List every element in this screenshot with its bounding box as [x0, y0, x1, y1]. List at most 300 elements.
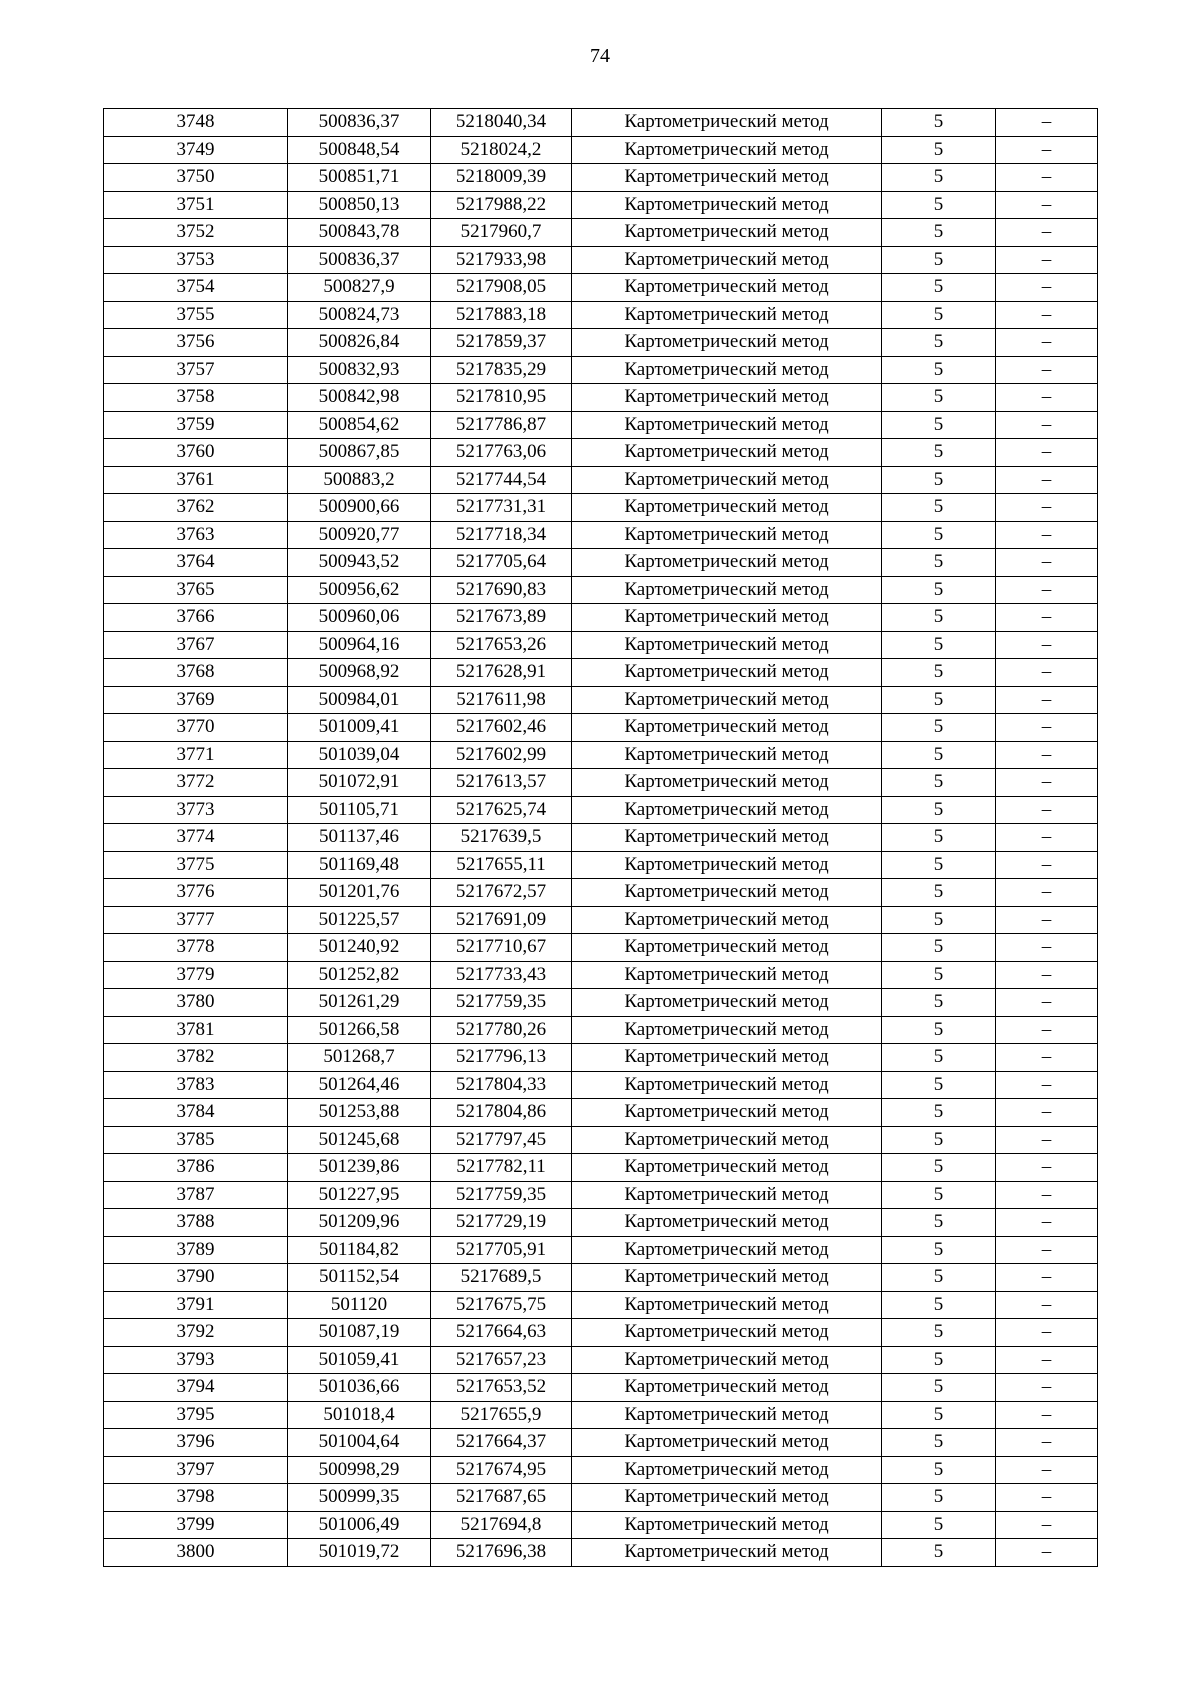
- y-coordinate-cell: 5217664,37: [431, 1429, 572, 1457]
- description-cell: –: [996, 1346, 1098, 1374]
- y-coordinate-cell: 5217759,35: [431, 1181, 572, 1209]
- y-coordinate-cell: 5217694,8: [431, 1511, 572, 1539]
- description-cell: –: [996, 631, 1098, 659]
- x-coordinate-cell: 500867,85: [288, 439, 431, 467]
- accuracy-cell: 5: [882, 1511, 996, 1539]
- description-cell: –: [996, 1044, 1098, 1072]
- description-cell: –: [996, 906, 1098, 934]
- point-number-cell: 3757: [104, 356, 288, 384]
- method-cell: Картометрический метод: [572, 136, 882, 164]
- method-cell: Картометрический метод: [572, 494, 882, 522]
- x-coordinate-cell: 501059,41: [288, 1346, 431, 1374]
- y-coordinate-cell: 5217796,13: [431, 1044, 572, 1072]
- table-row: [104, 1264, 1098, 1292]
- table-row: [104, 1236, 1098, 1264]
- x-coordinate-cell: 500851,71: [288, 164, 431, 192]
- point-number-cell: 3764: [104, 549, 288, 577]
- point-number-cell: 3765: [104, 576, 288, 604]
- x-coordinate-cell: 500832,93: [288, 356, 431, 384]
- x-coordinate-cell: 501120: [288, 1291, 431, 1319]
- description-cell: –: [996, 1429, 1098, 1457]
- y-coordinate-cell: 5218040,34: [431, 109, 572, 137]
- x-coordinate-cell: 500824,73: [288, 301, 431, 329]
- accuracy-cell: 5: [882, 549, 996, 577]
- accuracy-cell: 5: [882, 191, 996, 219]
- description-cell: –: [996, 1511, 1098, 1539]
- y-coordinate-cell: 5217664,63: [431, 1319, 572, 1347]
- x-coordinate-cell: 501245,68: [288, 1126, 431, 1154]
- x-coordinate-cell: 500956,62: [288, 576, 431, 604]
- y-coordinate-cell: 5217835,29: [431, 356, 572, 384]
- description-cell: –: [996, 109, 1098, 137]
- accuracy-cell: 5: [882, 466, 996, 494]
- method-cell: Картометрический метод: [572, 1044, 882, 1072]
- method-cell: Картометрический метод: [572, 1264, 882, 1292]
- y-coordinate-cell: 5217602,46: [431, 714, 572, 742]
- description-cell: –: [996, 989, 1098, 1017]
- y-coordinate-cell: 5217611,98: [431, 686, 572, 714]
- method-cell: Картометрический метод: [572, 1429, 882, 1457]
- table-row: [104, 274, 1098, 302]
- method-cell: Картометрический метод: [572, 1181, 882, 1209]
- point-number-cell: 3792: [104, 1319, 288, 1347]
- y-coordinate-cell: 5217653,26: [431, 631, 572, 659]
- accuracy-cell: 5: [882, 1071, 996, 1099]
- table-row: [104, 741, 1098, 769]
- method-cell: Картометрический метод: [572, 769, 882, 797]
- y-coordinate-cell: 5218009,39: [431, 164, 572, 192]
- point-number-cell: 3755: [104, 301, 288, 329]
- point-number-cell: 3781: [104, 1016, 288, 1044]
- method-cell: Картометрический метод: [572, 934, 882, 962]
- y-coordinate-cell: 5217759,35: [431, 989, 572, 1017]
- method-cell: Картометрический метод: [572, 796, 882, 824]
- point-number-cell: 3788: [104, 1209, 288, 1237]
- table-row: [104, 329, 1098, 357]
- accuracy-cell: 5: [882, 824, 996, 852]
- y-coordinate-cell: 5217960,7: [431, 219, 572, 247]
- method-cell: Картометрический метод: [572, 879, 882, 907]
- y-coordinate-cell: 5217782,11: [431, 1154, 572, 1182]
- y-coordinate-cell: 5217613,57: [431, 769, 572, 797]
- table-row: [104, 1126, 1098, 1154]
- accuracy-cell: 5: [882, 1209, 996, 1237]
- x-coordinate-cell: 501019,72: [288, 1539, 431, 1567]
- description-cell: –: [996, 796, 1098, 824]
- point-number-cell: 3761: [104, 466, 288, 494]
- table-row: [104, 1346, 1098, 1374]
- table-row: [104, 714, 1098, 742]
- accuracy-cell: 5: [882, 521, 996, 549]
- table-row: [104, 1484, 1098, 1512]
- y-coordinate-cell: 5217988,22: [431, 191, 572, 219]
- description-cell: –: [996, 439, 1098, 467]
- description-cell: –: [996, 714, 1098, 742]
- y-coordinate-cell: 5217705,91: [431, 1236, 572, 1264]
- accuracy-cell: 5: [882, 879, 996, 907]
- description-cell: –: [996, 1484, 1098, 1512]
- y-coordinate-cell: 5217655,11: [431, 851, 572, 879]
- description-cell: –: [996, 219, 1098, 247]
- point-number-cell: 3775: [104, 851, 288, 879]
- method-cell: Картометрический метод: [572, 851, 882, 879]
- accuracy-cell: 5: [882, 1319, 996, 1347]
- x-coordinate-cell: 501169,48: [288, 851, 431, 879]
- description-cell: –: [996, 659, 1098, 687]
- y-coordinate-cell: 5217673,89: [431, 604, 572, 632]
- x-coordinate-cell: 500900,66: [288, 494, 431, 522]
- description-cell: –: [996, 246, 1098, 274]
- table-row: [104, 1154, 1098, 1182]
- table-row: [104, 1071, 1098, 1099]
- y-coordinate-cell: 5217689,5: [431, 1264, 572, 1292]
- accuracy-cell: 5: [882, 356, 996, 384]
- table-row: [104, 1319, 1098, 1347]
- table-row: [104, 439, 1098, 467]
- method-cell: Картометрический метод: [572, 1126, 882, 1154]
- description-cell: –: [996, 466, 1098, 494]
- x-coordinate-cell: 500943,52: [288, 549, 431, 577]
- description-cell: –: [996, 329, 1098, 357]
- table-row: [104, 164, 1098, 192]
- y-coordinate-cell: 5217674,95: [431, 1456, 572, 1484]
- accuracy-cell: 5: [882, 934, 996, 962]
- x-coordinate-cell: 501264,46: [288, 1071, 431, 1099]
- x-coordinate-cell: 500836,37: [288, 246, 431, 274]
- method-cell: Картометрический метод: [572, 1511, 882, 1539]
- description-cell: –: [996, 851, 1098, 879]
- description-cell: –: [996, 356, 1098, 384]
- point-number-cell: 3777: [104, 906, 288, 934]
- method-cell: Картометрический метод: [572, 1209, 882, 1237]
- point-number-cell: 3760: [104, 439, 288, 467]
- description-cell: –: [996, 1291, 1098, 1319]
- point-number-cell: 3752: [104, 219, 288, 247]
- table-row: [104, 1456, 1098, 1484]
- x-coordinate-cell: 500848,54: [288, 136, 431, 164]
- table-row: [104, 879, 1098, 907]
- description-cell: –: [996, 494, 1098, 522]
- point-number-cell: 3750: [104, 164, 288, 192]
- table-row: [104, 384, 1098, 412]
- x-coordinate-cell: 500883,2: [288, 466, 431, 494]
- accuracy-cell: 5: [882, 1401, 996, 1429]
- description-cell: –: [996, 1401, 1098, 1429]
- table-row: [104, 604, 1098, 632]
- description-cell: –: [996, 741, 1098, 769]
- y-coordinate-cell: 5217625,74: [431, 796, 572, 824]
- table-row: [104, 631, 1098, 659]
- y-coordinate-cell: 5217780,26: [431, 1016, 572, 1044]
- point-number-cell: 3799: [104, 1511, 288, 1539]
- x-coordinate-cell: 501137,46: [288, 824, 431, 852]
- table-row: [104, 301, 1098, 329]
- x-coordinate-cell: 501184,82: [288, 1236, 431, 1264]
- table-body: [104, 109, 1098, 1567]
- accuracy-cell: 5: [882, 219, 996, 247]
- table-row: [104, 1401, 1098, 1429]
- method-cell: Картометрический метод: [572, 329, 882, 357]
- description-cell: –: [996, 191, 1098, 219]
- description-cell: –: [996, 576, 1098, 604]
- method-cell: Картометрический метод: [572, 521, 882, 549]
- method-cell: Картометрический метод: [572, 1016, 882, 1044]
- method-cell: Картометрический метод: [572, 164, 882, 192]
- description-cell: –: [996, 411, 1098, 439]
- description-cell: –: [996, 1236, 1098, 1264]
- table-row: [104, 1099, 1098, 1127]
- page-number: 74: [590, 45, 610, 67]
- accuracy-cell: 5: [882, 1099, 996, 1127]
- x-coordinate-cell: 501006,49: [288, 1511, 431, 1539]
- y-coordinate-cell: 5217933,98: [431, 246, 572, 274]
- x-coordinate-cell: 500850,13: [288, 191, 431, 219]
- point-number-cell: 3759: [104, 411, 288, 439]
- table-row: [104, 686, 1098, 714]
- description-cell: –: [996, 1374, 1098, 1402]
- method-cell: Картометрический метод: [572, 1401, 882, 1429]
- y-coordinate-cell: 5217883,18: [431, 301, 572, 329]
- method-cell: Картометрический метод: [572, 191, 882, 219]
- accuracy-cell: 5: [882, 1539, 996, 1567]
- accuracy-cell: 5: [882, 1236, 996, 1264]
- table-row: [104, 1539, 1098, 1567]
- point-number-cell: 3800: [104, 1539, 288, 1567]
- x-coordinate-cell: 500968,92: [288, 659, 431, 687]
- y-coordinate-cell: 5217675,75: [431, 1291, 572, 1319]
- description-cell: –: [996, 301, 1098, 329]
- accuracy-cell: 5: [882, 851, 996, 879]
- x-coordinate-cell: 500827,9: [288, 274, 431, 302]
- point-number-cell: 3797: [104, 1456, 288, 1484]
- y-coordinate-cell: 5217810,95: [431, 384, 572, 412]
- table-row: [104, 191, 1098, 219]
- method-cell: Картометрический метод: [572, 686, 882, 714]
- description-cell: –: [996, 1539, 1098, 1567]
- table-row: [104, 659, 1098, 687]
- table-row: [104, 466, 1098, 494]
- accuracy-cell: 5: [882, 961, 996, 989]
- accuracy-cell: 5: [882, 659, 996, 687]
- description-cell: –: [996, 549, 1098, 577]
- y-coordinate-cell: 5217804,86: [431, 1099, 572, 1127]
- description-cell: –: [996, 604, 1098, 632]
- description-cell: –: [996, 961, 1098, 989]
- y-coordinate-cell: 5217731,31: [431, 494, 572, 522]
- accuracy-cell: 5: [882, 164, 996, 192]
- y-coordinate-cell: 5217733,43: [431, 961, 572, 989]
- point-number-cell: 3758: [104, 384, 288, 412]
- description-cell: –: [996, 1016, 1098, 1044]
- x-coordinate-cell: 500999,35: [288, 1484, 431, 1512]
- y-coordinate-cell: 5217628,91: [431, 659, 572, 687]
- y-coordinate-cell: 5217804,33: [431, 1071, 572, 1099]
- table-row: [104, 1511, 1098, 1539]
- x-coordinate-cell: 500960,06: [288, 604, 431, 632]
- point-number-cell: 3778: [104, 934, 288, 962]
- description-cell: –: [996, 934, 1098, 962]
- x-coordinate-cell: 501240,92: [288, 934, 431, 962]
- point-number-cell: 3762: [104, 494, 288, 522]
- point-number-cell: 3767: [104, 631, 288, 659]
- y-coordinate-cell: 5217710,67: [431, 934, 572, 962]
- description-cell: –: [996, 384, 1098, 412]
- method-cell: Картометрический метод: [572, 1374, 882, 1402]
- table-row: [104, 521, 1098, 549]
- method-cell: Картометрический метод: [572, 604, 882, 632]
- point-number-cell: 3779: [104, 961, 288, 989]
- description-cell: –: [996, 1456, 1098, 1484]
- table-row: [104, 1016, 1098, 1044]
- accuracy-cell: 5: [882, 384, 996, 412]
- accuracy-cell: 5: [882, 714, 996, 742]
- accuracy-cell: 5: [882, 1429, 996, 1457]
- table-row: [104, 1181, 1098, 1209]
- y-coordinate-cell: 5217687,65: [431, 1484, 572, 1512]
- description-cell: –: [996, 686, 1098, 714]
- x-coordinate-cell: 501036,66: [288, 1374, 431, 1402]
- accuracy-cell: 5: [882, 796, 996, 824]
- method-cell: Картометрический метод: [572, 384, 882, 412]
- point-number-cell: 3794: [104, 1374, 288, 1402]
- method-cell: Картометрический метод: [572, 219, 882, 247]
- table-row: [104, 246, 1098, 274]
- accuracy-cell: 5: [882, 494, 996, 522]
- method-cell: Картометрический метод: [572, 961, 882, 989]
- x-coordinate-cell: 501261,29: [288, 989, 431, 1017]
- x-coordinate-cell: 501201,76: [288, 879, 431, 907]
- description-cell: –: [996, 164, 1098, 192]
- table-row: [104, 769, 1098, 797]
- y-coordinate-cell: 5217639,5: [431, 824, 572, 852]
- accuracy-cell: 5: [882, 109, 996, 137]
- y-coordinate-cell: 5217744,54: [431, 466, 572, 494]
- point-number-cell: 3776: [104, 879, 288, 907]
- point-number-cell: 3773: [104, 796, 288, 824]
- point-number-cell: 3769: [104, 686, 288, 714]
- table-row: [104, 356, 1098, 384]
- y-coordinate-cell: 5217602,99: [431, 741, 572, 769]
- table-row: [104, 549, 1098, 577]
- accuracy-cell: 5: [882, 604, 996, 632]
- method-cell: Картометрический метод: [572, 1236, 882, 1264]
- table-row: [104, 934, 1098, 962]
- method-cell: Картометрический метод: [572, 1319, 882, 1347]
- table-row: [104, 796, 1098, 824]
- accuracy-cell: 5: [882, 1126, 996, 1154]
- table-row: [104, 1374, 1098, 1402]
- x-coordinate-cell: 500843,78: [288, 219, 431, 247]
- table-row: [104, 494, 1098, 522]
- method-cell: Картометрический метод: [572, 989, 882, 1017]
- description-cell: –: [996, 769, 1098, 797]
- table-row: [104, 219, 1098, 247]
- accuracy-cell: 5: [882, 301, 996, 329]
- point-number-cell: 3766: [104, 604, 288, 632]
- point-number-cell: 3795: [104, 1401, 288, 1429]
- x-coordinate-cell: 500964,16: [288, 631, 431, 659]
- method-cell: Картометрический метод: [572, 659, 882, 687]
- table-row: [104, 109, 1098, 137]
- x-coordinate-cell: 501152,54: [288, 1264, 431, 1292]
- x-coordinate-cell: 501004,64: [288, 1429, 431, 1457]
- description-cell: –: [996, 1071, 1098, 1099]
- accuracy-cell: 5: [882, 1484, 996, 1512]
- accuracy-cell: 5: [882, 439, 996, 467]
- method-cell: Картометрический метод: [572, 824, 882, 852]
- point-number-cell: 3796: [104, 1429, 288, 1457]
- table-row: [104, 1044, 1098, 1072]
- description-cell: –: [996, 1154, 1098, 1182]
- y-coordinate-cell: 5217718,34: [431, 521, 572, 549]
- x-coordinate-cell: 501266,58: [288, 1016, 431, 1044]
- accuracy-cell: 5: [882, 1374, 996, 1402]
- description-cell: –: [996, 521, 1098, 549]
- accuracy-cell: 5: [882, 411, 996, 439]
- accuracy-cell: 5: [882, 1264, 996, 1292]
- point-number-cell: 3756: [104, 329, 288, 357]
- x-coordinate-cell: 500998,29: [288, 1456, 431, 1484]
- method-cell: Картометрический метод: [572, 1484, 882, 1512]
- point-number-cell: 3774: [104, 824, 288, 852]
- accuracy-cell: 5: [882, 1291, 996, 1319]
- description-cell: –: [996, 1209, 1098, 1237]
- accuracy-cell: 5: [882, 246, 996, 274]
- method-cell: Картометрический метод: [572, 1346, 882, 1374]
- y-coordinate-cell: 5217696,38: [431, 1539, 572, 1567]
- accuracy-cell: 5: [882, 329, 996, 357]
- table-row: [104, 851, 1098, 879]
- description-cell: –: [996, 1319, 1098, 1347]
- x-coordinate-cell: 501268,7: [288, 1044, 431, 1072]
- point-number-cell: 3790: [104, 1264, 288, 1292]
- point-number-cell: 3771: [104, 741, 288, 769]
- description-cell: –: [996, 824, 1098, 852]
- method-cell: Картометрический метод: [572, 1154, 882, 1182]
- table-row: [104, 989, 1098, 1017]
- accuracy-cell: 5: [882, 136, 996, 164]
- method-cell: Картометрический метод: [572, 549, 882, 577]
- point-number-cell: 3798: [104, 1484, 288, 1512]
- y-coordinate-cell: 5217705,64: [431, 549, 572, 577]
- point-number-cell: 3783: [104, 1071, 288, 1099]
- description-cell: –: [996, 1099, 1098, 1127]
- x-coordinate-cell: 500836,37: [288, 109, 431, 137]
- x-coordinate-cell: 501039,04: [288, 741, 431, 769]
- method-cell: Картометрический метод: [572, 439, 882, 467]
- x-coordinate-cell: 501227,95: [288, 1181, 431, 1209]
- y-coordinate-cell: 5217729,19: [431, 1209, 572, 1237]
- method-cell: Картометрический метод: [572, 1291, 882, 1319]
- y-coordinate-cell: 5217657,23: [431, 1346, 572, 1374]
- accuracy-cell: 5: [882, 686, 996, 714]
- method-cell: Картометрический метод: [572, 906, 882, 934]
- method-cell: Картометрический метод: [572, 1539, 882, 1567]
- accuracy-cell: 5: [882, 741, 996, 769]
- x-coordinate-cell: 501209,96: [288, 1209, 431, 1237]
- accuracy-cell: 5: [882, 1346, 996, 1374]
- method-cell: Картометрический метод: [572, 356, 882, 384]
- accuracy-cell: 5: [882, 1154, 996, 1182]
- accuracy-cell: 5: [882, 1456, 996, 1484]
- method-cell: Картометрический метод: [572, 741, 882, 769]
- point-number-cell: 3753: [104, 246, 288, 274]
- point-number-cell: 3791: [104, 1291, 288, 1319]
- method-cell: Картометрический метод: [572, 301, 882, 329]
- method-cell: Картометрический метод: [572, 576, 882, 604]
- x-coordinate-cell: 501225,57: [288, 906, 431, 934]
- accuracy-cell: 5: [882, 989, 996, 1017]
